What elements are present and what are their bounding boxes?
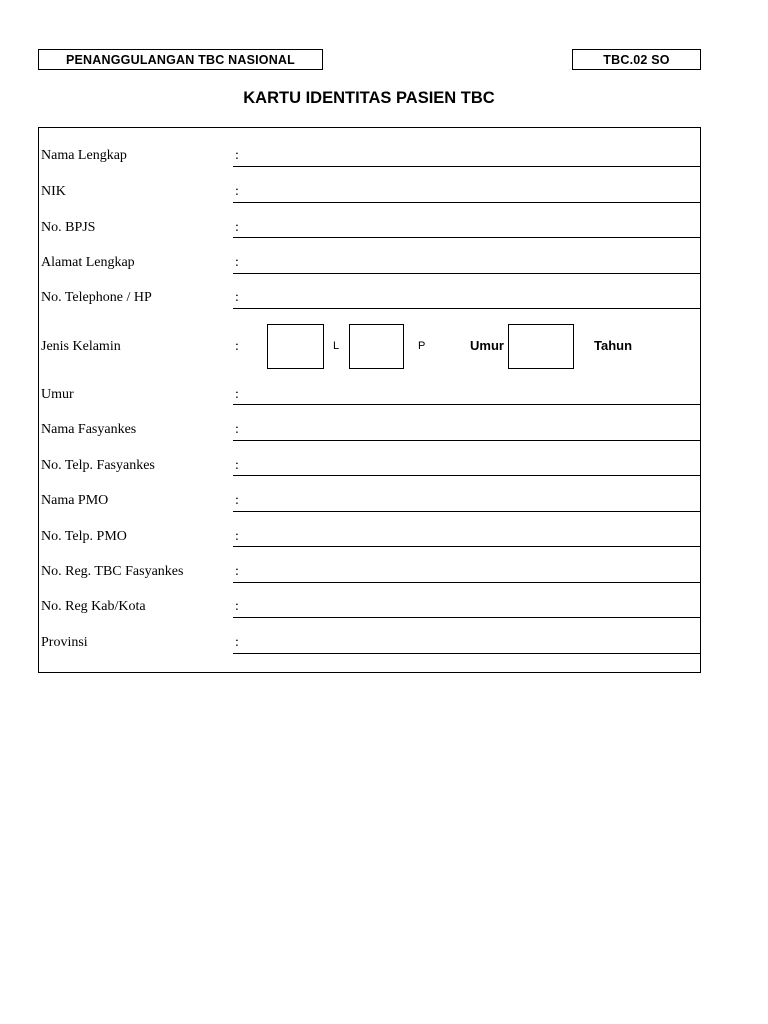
field-colon: :	[235, 529, 239, 544]
field-colon: :	[235, 458, 239, 473]
field-colon: :	[235, 148, 239, 163]
field-colon: :	[235, 184, 239, 199]
field-label: No. Reg. TBC Fasyankes	[41, 564, 184, 579]
age-input-box[interactable]	[508, 324, 574, 369]
umur-input-line[interactable]	[233, 404, 700, 405]
age-unit-label: Tahun	[594, 338, 633, 353]
telp-fasyankes-input-line[interactable]	[233, 475, 700, 476]
page-title: KARTU IDENTITAS PASIEN TBC	[243, 89, 495, 107]
field-label: Nama PMO	[41, 493, 109, 508]
field-colon: :	[235, 339, 239, 354]
bpjs-input-line[interactable]	[233, 237, 700, 238]
provinsi-input-line[interactable]	[233, 653, 700, 654]
field-label: Alamat Lengkap	[41, 255, 135, 270]
field-label: Jenis Kelamin	[41, 339, 121, 354]
field-colon: :	[235, 635, 239, 650]
field-colon: :	[235, 290, 239, 305]
field-label: No. Telp. PMO	[41, 529, 127, 544]
program-name-box	[38, 49, 323, 70]
male-checkbox[interactable]	[267, 324, 324, 369]
patient-identity-form	[38, 127, 701, 673]
female-checkbox[interactable]	[349, 324, 404, 369]
nama-lengkap-input-line[interactable]	[233, 166, 700, 167]
field-label: No. BPJS	[41, 220, 96, 235]
telp-pmo-input-line[interactable]	[233, 546, 700, 547]
field-label: Nama Fasyankes	[41, 422, 137, 437]
field-label: No. Reg Kab/Kota	[41, 599, 146, 614]
field-label: No. Telephone / HP	[41, 290, 152, 305]
field-colon: :	[235, 599, 239, 614]
field-colon: :	[235, 220, 239, 235]
telepon-input-line[interactable]	[233, 308, 700, 309]
field-colon: :	[235, 564, 239, 579]
program-name: PENANGGULANGAN TBC NASIONAL	[65, 52, 295, 67]
field-label: Nama Lengkap	[41, 148, 127, 163]
field-label: NIK	[41, 184, 66, 199]
field-label: No. Telp. Fasyankes	[41, 458, 155, 473]
nama-fasyankes-input-line[interactable]	[233, 440, 700, 441]
field-colon: :	[235, 493, 239, 508]
field-colon: :	[235, 422, 239, 437]
field-label: Provinsi	[41, 635, 88, 650]
reg-kab-kota-input-line[interactable]	[233, 617, 700, 618]
nik-input-line[interactable]	[233, 202, 700, 203]
reg-tbc-fasyankes-input-line[interactable]	[233, 582, 700, 583]
female-label: P	[418, 340, 426, 352]
field-label: Umur	[41, 387, 74, 402]
form-code-box	[572, 49, 701, 70]
form-code: TBC.02 SO	[603, 52, 670, 67]
nama-pmo-input-line[interactable]	[233, 511, 700, 512]
male-label: L	[333, 340, 340, 352]
age-inline-label: Umur	[470, 338, 504, 353]
field-colon: :	[235, 387, 239, 402]
alamat-input-line[interactable]	[233, 273, 700, 274]
field-colon: :	[235, 255, 239, 270]
